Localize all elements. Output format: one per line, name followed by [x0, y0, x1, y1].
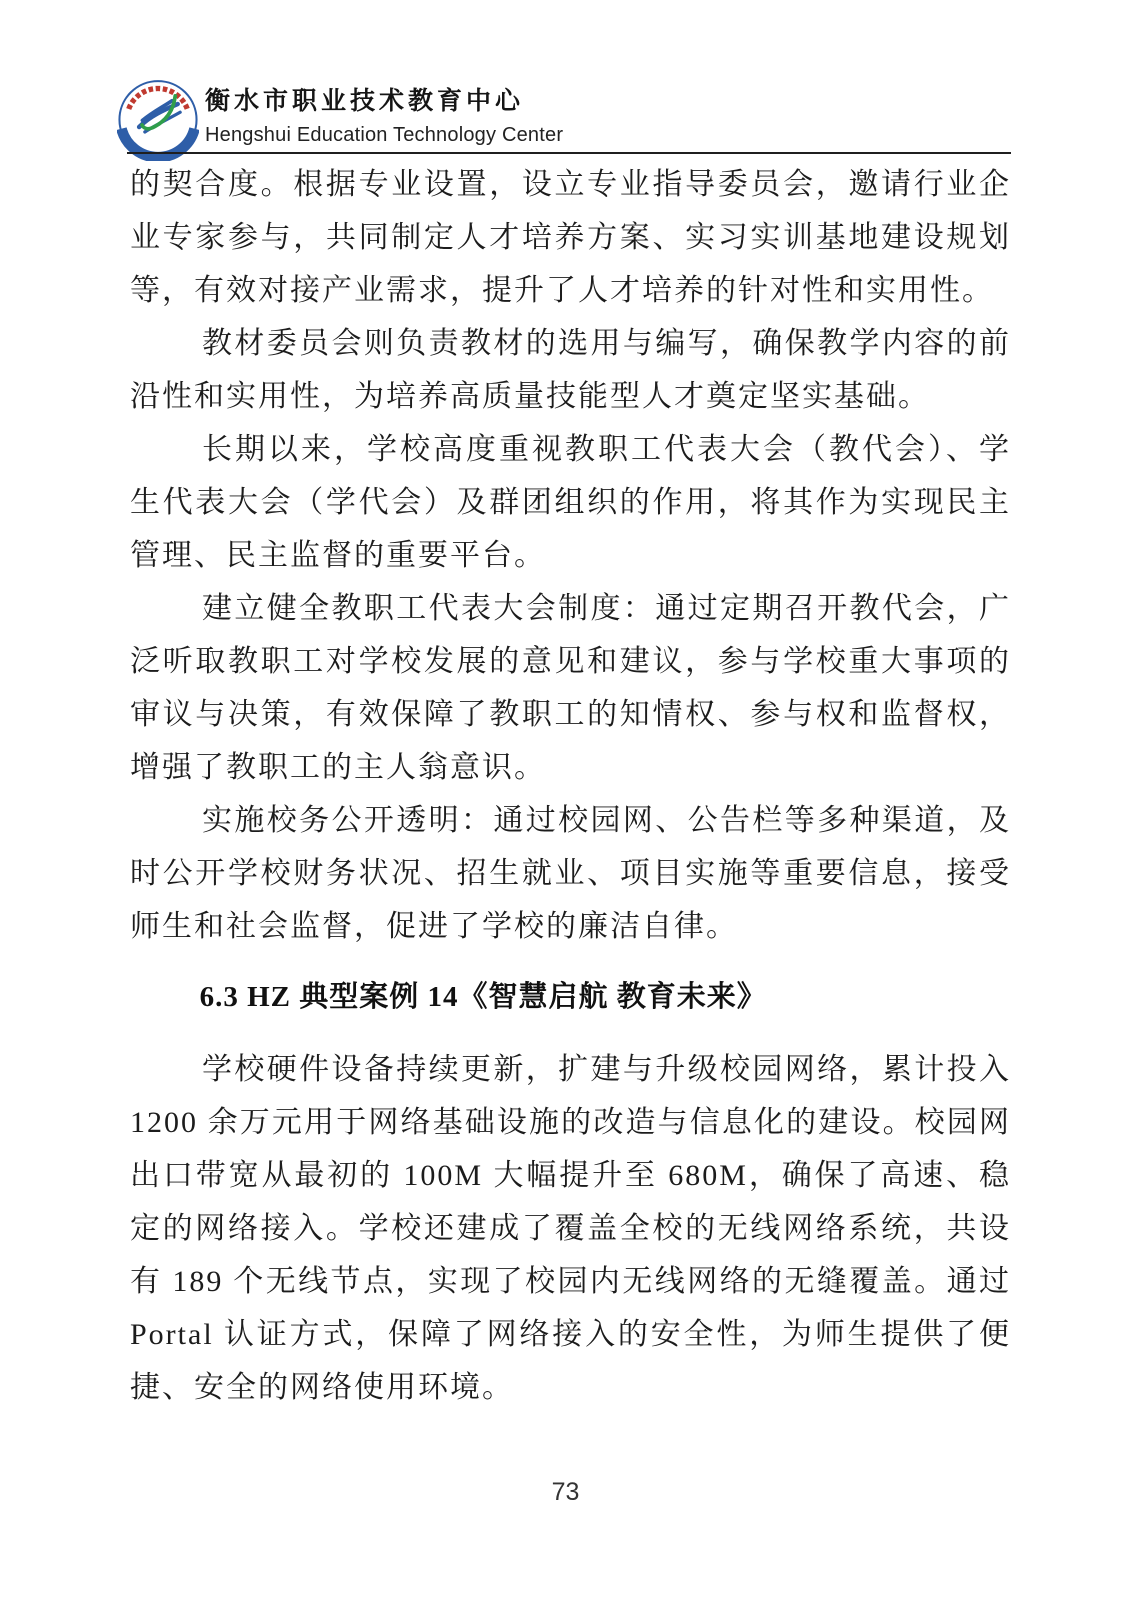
header-title-zh: 衡水市职业技术教育中心	[205, 88, 525, 115]
page-number: 73	[551, 1478, 580, 1506]
body-paragraph: 学校硬件设备持续更新，扩建与升级校园网络，累计投入 1200 余万元用于网络基础设施的改造与信息化的建设。校园网出口带宽从最初的 100M 大幅提升至 680M，确保了高速、稳定的网络接入。学校还建成了覆盖全校的无线网络系统，共设有 189 个无线节点，实现了校园内无线网络的无缝覆盖。通过 Portal 认证方式，保障了网络接入的安全性，为师生提供了便捷、安全的网络使用环境。	[130, 1053, 1011, 1404]
school-logo-icon	[117, 75, 199, 161]
page-footer	[0, 1478, 1131, 1507]
header-titles	[205, 86, 563, 149]
body-paragraph: 建立健全教职工代表大会制度：通过定期召开教代会，广泛听取教职工对学校发展的意见和建议，参与学校重大事项的审议与决策，有效保障了教职工的知情权、参与权和监督权，增强了教职工的主人翁意识。	[130, 592, 1011, 784]
body-paragraph-continued: 的契合度。根据专业设置，设立专业指导委员会，邀请行业企业专家参与，共同制定人才培养方案、实习实训基地建设规划等，有效对接产业需求，提升了人才培养的针对性和实用性。	[130, 168, 1011, 307]
body-paragraph: 实施校务公开透明：通过校园网、公告栏等多种渠道，及时公开学校财务状况、招生就业、项目实施等重要信息，接受师生和社会监督，促进了学校的廉洁自律。	[130, 804, 1011, 943]
section-heading-6-3: 6.3 HZ 典型案例 14《智慧启航 教育未来》	[199, 981, 767, 1013]
document-body	[130, 158, 1011, 1414]
header-divider	[127, 152, 1011, 154]
body-paragraph: 长期以来，学校高度重视教职工代表大会（教代会）、学生代表大会（学代会）及群团组织的作用，将其作为实现民主管理、民主监督的重要平台。	[130, 433, 1011, 572]
body-paragraph: 教材委员会则负责教材的选用与编写，确保教学内容的前沿性和实用性，为培养高质量技能型人才奠定坚实基础。	[130, 327, 1011, 413]
header-title-en: Hengshui Education Technology Center	[205, 124, 564, 146]
